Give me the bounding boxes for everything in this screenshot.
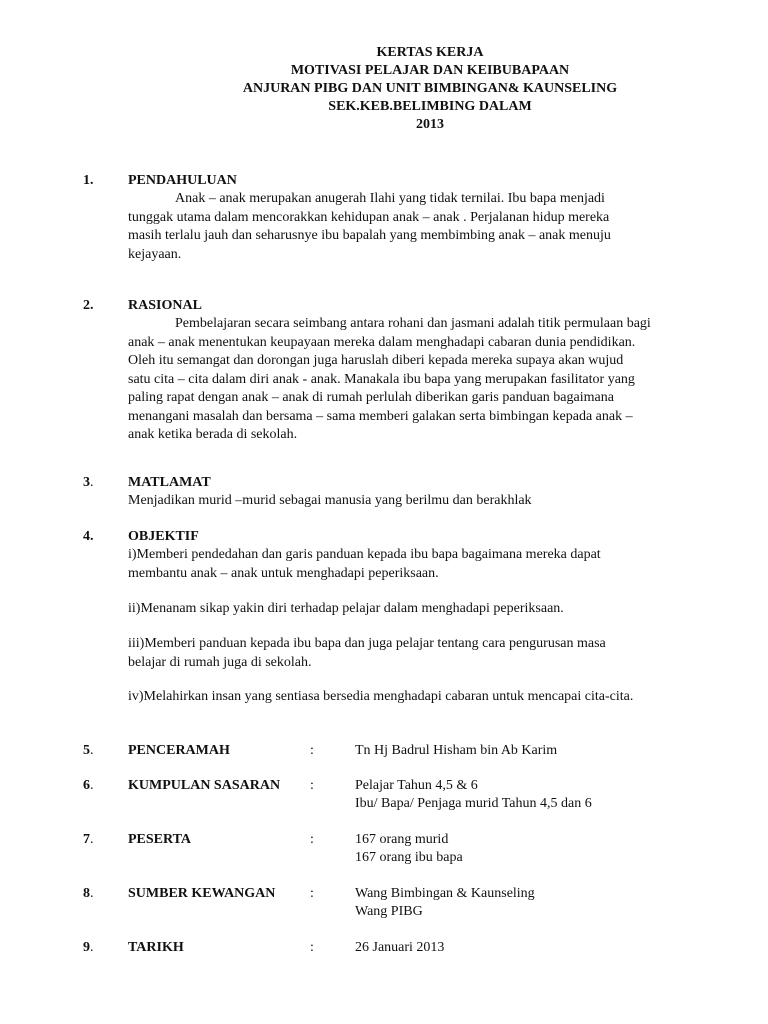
paragraph-line: menangani masalah dan bersama – sama memberi galakan serta bimbingan kepada anak –	[128, 408, 633, 424]
number-dot: .	[90, 743, 94, 758]
detail-value-line: Ibu/ Bapa/ Penjaga murid Tahun 4,5 dan 6	[355, 796, 592, 811]
header-year: 2013	[416, 117, 444, 132]
paragraph-line: Menjadikan murid –murid sebagai manusia yang berilmu dan berakhlak	[128, 493, 532, 508]
section-title: OBJEKTIF	[128, 529, 199, 544]
detail-value-line: Wang PIBG	[355, 904, 423, 919]
detail-value-line: 26 Januari 2013	[355, 940, 445, 955]
paragraph-line: Oleh itu semangat dan dorongan juga haruslah diberi kepada mereka supaya akan wujud	[128, 353, 624, 368]
detail-value-line: Tn Hj Badrul Hisham bin Ab Karim	[355, 743, 558, 758]
section-number	[83, 939, 94, 957]
number-digit: 5	[83, 743, 90, 758]
detail-value-line: 167 orang ibu bapa	[355, 850, 463, 865]
detail-colon: :	[310, 743, 314, 758]
header-organizer: ANJURAN PIBG DAN UNIT BIMBINGAN& KAUNSELING	[242, 81, 618, 96]
number-digit: 8	[83, 886, 90, 901]
paragraph-line: tunggak utama dalam mencorakkan kehidupan anak – anak . Perjalanan hidup mereka	[128, 209, 610, 225]
section-title: MATLAMAT	[128, 475, 211, 490]
header-school: SEK.KEB.BELIMBING DALAM	[328, 99, 532, 114]
objective-line: membantu anak – anak untuk menghadapi peperiksaan.	[128, 565, 439, 581]
paragraph-line: Anak – anak merupakan anugerah Ilahi yang tidak ternilai. Ibu bapa menjadi	[175, 191, 605, 206]
detail-value	[355, 831, 463, 867]
detail-colon: :	[310, 940, 314, 955]
paragraph-line: paling rapat dengan anak – anak di rumah perlulah diberikan garis panduan bagaimana	[128, 390, 614, 405]
detail-value	[355, 742, 557, 760]
section-number: 2.	[83, 298, 94, 313]
objective-item	[128, 546, 693, 583]
document-header	[0, 44, 768, 134]
objective-line: ii)Menanam sikap yakin diri terhadap pelajar dalam menghadapi peperiksaan.	[128, 601, 564, 616]
section-number: 4.	[83, 529, 94, 544]
detail-value-line: Wang Bimbingan & Kaunseling	[355, 886, 535, 901]
detail-label: KUMPULAN SASARAN	[128, 778, 281, 793]
objective-item	[128, 600, 693, 619]
section-number	[83, 777, 94, 795]
detail-value-line: 167 orang murid	[355, 832, 449, 847]
number-digit: 6	[83, 778, 90, 793]
paragraph-line: satu cita – cita dalam diri anak - anak. Manakala ibu bapa yang merupakan fasilitator yang	[128, 371, 635, 387]
detail-colon: :	[310, 832, 314, 847]
number-dot: .	[90, 940, 94, 955]
header-subtitle: MOTIVASI PELAJAR DAN KEIBUBAPAAN	[290, 63, 570, 78]
number-digit: 3	[83, 475, 90, 490]
paragraph-line: kejayaan.	[128, 246, 182, 262]
detail-value-line: Pelajar Tahun 4,5 & 6	[355, 778, 478, 793]
section-title: RASIONAL	[128, 298, 202, 313]
section-title: PENDAHULUAN	[128, 173, 237, 188]
number-digit: 7	[83, 832, 90, 847]
objective-line: iv)Melahirkan insan yang sentiasa bersedia menghadapi cabaran untuk mencapai cita-cita.	[128, 689, 634, 704]
section-number	[83, 885, 94, 903]
detail-label: PENCERAMAH	[128, 743, 230, 758]
number-digit: 9	[83, 940, 90, 955]
detail-label: PESERTA	[128, 832, 192, 847]
number-dot: .	[90, 778, 94, 793]
objective-line: iii)Memberi panduan kepada ibu bapa dan juga pelajar tentang cara pengurusan masa	[128, 636, 606, 651]
number-dot: .	[90, 475, 94, 490]
detail-label: SUMBER KEWANGAN	[128, 886, 276, 901]
section-paragraph	[128, 315, 693, 445]
paragraph-line: anak – anak menentukan keupayaan mereka dalam menghadapi cabaran dunia pendidikan.	[128, 334, 636, 350]
section-paragraph	[128, 190, 693, 264]
number-dot: .	[90, 886, 94, 901]
paragraph-line: masih terlalu jauh dan seharusnye ibu bapalah yang membimbing anak – anak menuju	[128, 228, 611, 243]
number-dot: .	[90, 832, 94, 847]
section-number: 1.	[83, 173, 94, 188]
objective-line: i)Memberi pendedahan dan garis panduan kepada ibu bapa bagaimana mereka dapat	[128, 547, 601, 562]
paragraph-line: anak ketika berada di sekolah.	[128, 427, 298, 442]
header-title: KERTAS KERJA	[376, 45, 484, 60]
detail-label: TARIKH	[128, 940, 184, 955]
detail-value	[355, 777, 592, 813]
objective-line: belajar di rumah juga di sekolah.	[128, 654, 312, 670]
objective-item	[128, 635, 693, 672]
detail-value	[355, 939, 444, 957]
objective-item	[128, 688, 693, 707]
paragraph-line: Pembelajaran secara seimbang antara rohani dan jasmani adalah titik permulaan bagi	[175, 316, 651, 331]
detail-value	[355, 885, 535, 921]
section-number	[83, 742, 94, 760]
detail-colon: :	[310, 886, 314, 901]
section-number	[83, 831, 94, 849]
section-number	[83, 474, 94, 492]
detail-colon: :	[310, 778, 314, 793]
section-paragraph	[128, 492, 693, 511]
